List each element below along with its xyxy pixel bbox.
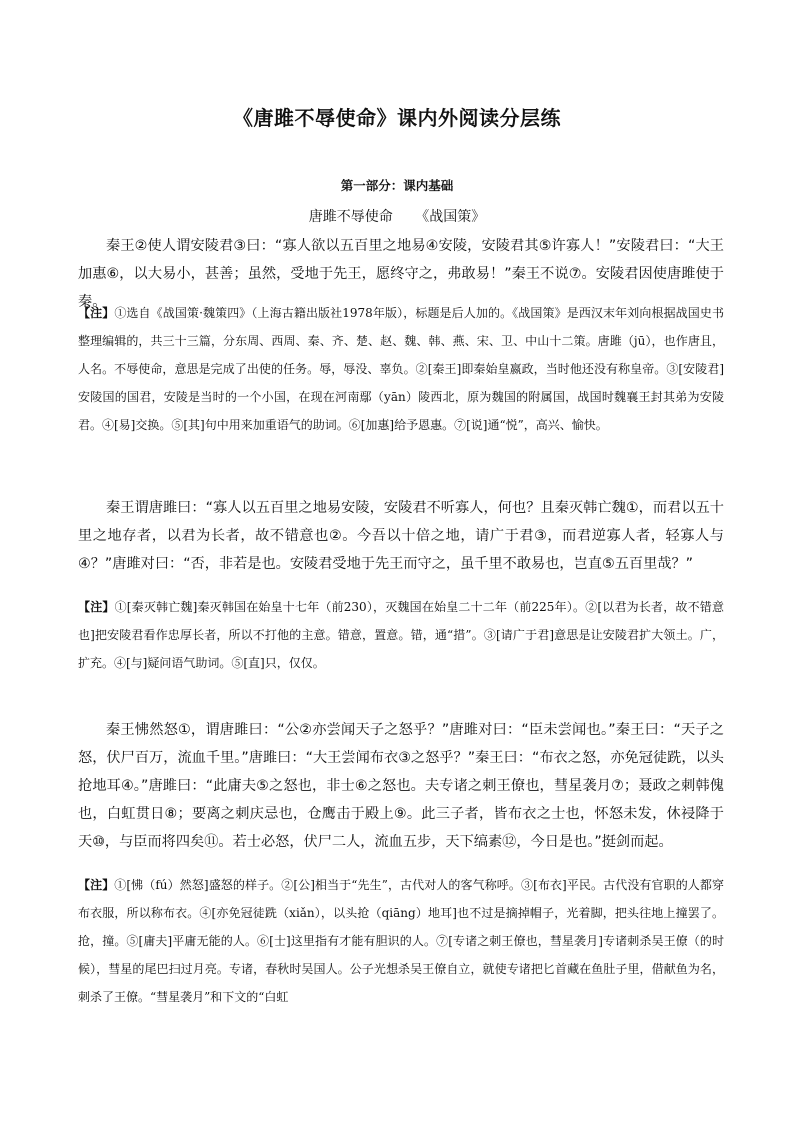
annotation-note [78,871,724,1011]
note-label: 【注】 [78,878,115,892]
passage-paragraph: 秦王怫然怒①，谓唐雎曰：“公②亦尝闻天子之怒乎？”唐雎对曰：“臣未尝闻也。”秦王曰：“天子之怒，伏尸百万，流血千里。”唐雎曰：“大王尝闻布衣③之怒乎？”秦王曰：“布衣之怒，亦免冠徒跣，以头抢地耳④。”唐雎曰：“此庸夫⑤之怒也，非士⑥之怒也。夫专诸之刺王僚也，彗星袭月⑦；聂政之刺韩傀也，白虹贯日⑧；要离之刺庆忌也，仓鹰击于殿上⑨。此三子者，皆布衣之士也，怀怒未发，休祲降于天⑩，与臣而将四矣⑪。若士必怒，伏尸二人，流血五步，天下缟素⑫，今日是也。”挺剑而起。 [78,722,724,850]
passage-paragraph: 秦王②使人谓安陵君③曰：“寡人欲以五百里之地易④安陵，安陵君其⑤许寡人！”安陵君曰：“大王加惠⑥，以大易小，甚善；虽然，受地于先王，愿终守之，弗敢易！”秦王不说⑦。安陵君因使唐雎使于秦。 [78,238,724,310]
annotation-note [78,299,724,439]
text-subtitle: 唐雎不辱使命 《战国策》 [308,209,486,225]
page-title: 《唐雎不辱使命》课内外阅读分层练 [233,106,561,130]
annotation-note [78,593,724,677]
note-text: ①[秦灭韩亡魏]秦灭韩国在始皇十七年（前230），灭魏国在始皇二十二年（前225年）。②[以君为长者，故不错意也]把安陵君看作忠厚长者，所以不打他的主意。错意，置意。错，通“措”。③[请广于君]意思是让安陵君扩大领土。广，扩充。④[与]疑问语气助词。⑤[直]只，仅仅。 [78,600,724,670]
note-label: 【注】 [78,306,115,320]
passage-paragraph: 秦王谓唐雎曰：“寡人以五百里之地易安陵，安陵君不听寡人，何也？且秦灭韩亡魏①，而君以五十里之地存者，以君为长者，故不错意也②。今吾以十倍之地，请广于君③，而君逆寡人者，轻寡人与④？”唐雎对曰：“否，非若是也。安陵君受地于先王而守之，虽千里不敢易也，岂直⑤五百里哉？” [78,500,724,572]
note-text: ①选自《战国策·魏策四》（上海古籍出版社1978年版），标题是后人加的。《战国策》是西汉末年刘向根据战国史书整理编辑的，共三十三篇，分东周、西周、秦、齐、楚、赵、魏、韩、燕、宋、卫、中山十二策。唐雎（jū），也作唐且，人名。不辱使命，意思是完成了出使的任务。辱，辱没、辜负。②[秦王]即秦始皇嬴政，当时他还没有称皇帝。③[安陵君]安陵国的国君，安陵是当时的一个小国，在现在河南鄢（yān）陵西北，原为魏国的附属国，战国时魏襄王封其弟为安陵君。④[易]交换。⑤[其]句中用来加重语气的助词。⑥[加惠]给予恩惠。⑦[说]通“悦”，高兴、愉快。 [78,306,724,432]
section-heading: 第一部分：课内基础 [340,178,454,193]
note-text: ①[怫（fú）然怒]盛怒的样子。②[公]相当于“先生”，古代对人的客气称呼。③[布衣]平民。古代没有官职的人都穿布衣服，所以称布衣。④[亦免冠徒跣（xiǎn），以头抢（qiāng）地耳]也不过是摘掉帽子，光着脚，把头往地上撞罢了。抢，撞。⑤[庸夫]平庸无能的人。⑥[士]这里指有才能有胆识的人。⑦[专诸之刺王僚也，彗星袭月]专诸刺杀吴王僚（的时候），彗星的尾巴扫过月亮。专诸，春秋时吴国人。公子光想杀吴王僚自立，就使专诸把匕首藏在鱼肚子里，借献鱼为名，刺杀了王僚。“彗星袭月”和下文的“白虹 [78,878,724,1004]
note-label: 【注】 [78,600,115,614]
